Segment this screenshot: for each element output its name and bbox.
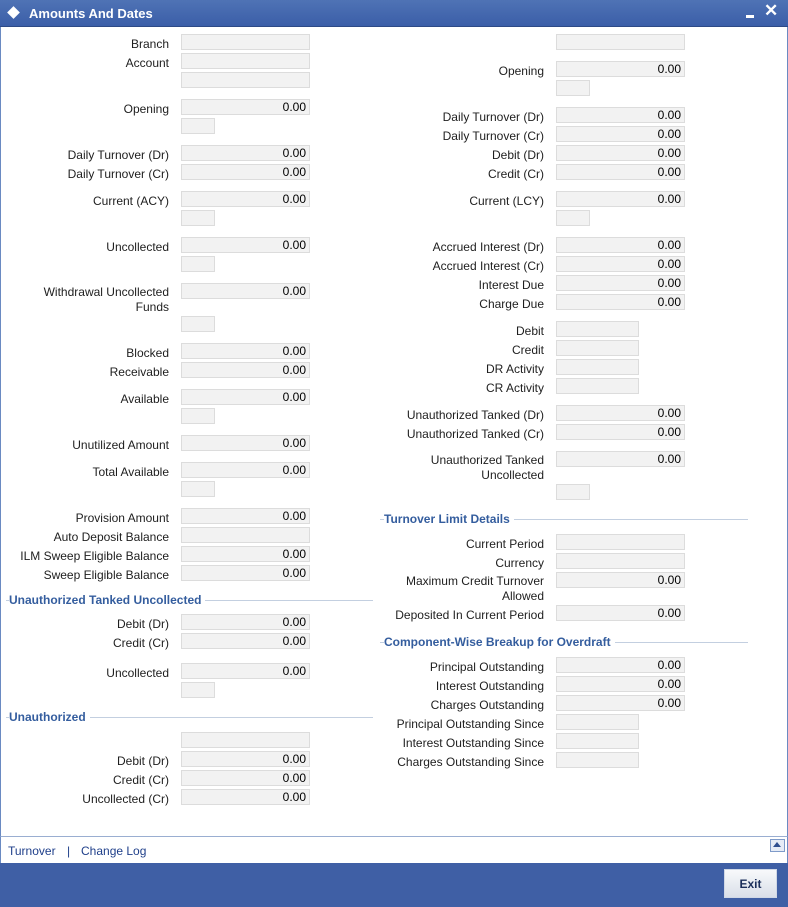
withdrawal-uncollected-field[interactable]: 0.00 (181, 283, 310, 299)
unauth-tanked-dr-label: Unauthorized Tanked (Dr) (406, 408, 544, 422)
unauthorized-title: Unauthorized (9, 710, 90, 724)
provision-amount-field[interactable]: 0.00 (181, 508, 310, 524)
interest-since-label: Interest Outstanding Since (402, 736, 544, 750)
charges-since-label: Charges Outstanding Since (397, 755, 544, 769)
unauth-tanked-cr-label: Unauthorized Tanked (Cr) (406, 427, 544, 441)
withdrawal-uncollected-label: Withdrawal Uncollected Funds (43, 285, 169, 314)
current-acy-ccy-field[interactable] (181, 210, 215, 226)
interest-due-field[interactable]: 0.00 (556, 275, 685, 291)
app-diamond-icon (7, 6, 20, 19)
charge-due-label: Charge Due (479, 297, 544, 311)
interest-since-field[interactable] (556, 733, 639, 749)
unauthorized-ccy-field[interactable] (181, 732, 310, 748)
deposited-current-period-label: Deposited In Current Period (395, 608, 544, 622)
max-credit-turnover-label: Maximum Credit Turnover Allowed (405, 574, 544, 603)
right-opening-label: Opening (498, 64, 544, 78)
branch-field[interactable] (181, 34, 310, 50)
right-credit-cr-label: Credit (Cr) (488, 167, 544, 181)
current-acy-field[interactable]: 0.00 (181, 191, 310, 207)
component-breakup-title: Component-Wise Breakup for Overdraft (384, 635, 615, 649)
withdrawal-uncollected-ccy-field[interactable] (181, 316, 215, 332)
total-available-label: Total Available (92, 465, 169, 479)
provision-amount-label: Provision Amount (75, 511, 169, 525)
daily-turnover-dr-field[interactable]: 0.00 (181, 145, 310, 161)
ilm-sweep-field[interactable]: 0.00 (181, 546, 310, 562)
opening-field[interactable]: 0.00 (181, 99, 310, 115)
turnover-limit-title: Turnover Limit Details (384, 512, 514, 526)
accrued-interest-cr-label: Accrued Interest (Cr) (432, 259, 544, 273)
right-opening-field[interactable]: 0.00 (556, 61, 685, 77)
charges-outstanding-field[interactable]: 0.00 (556, 695, 685, 711)
daily-turnover-dr-label: Daily Turnover (Dr) (67, 148, 169, 162)
cr-activity-label: CR Activity (485, 381, 544, 395)
right-debit-dr-label: Debit (Dr) (491, 148, 544, 162)
receivable-label: Receivable (109, 365, 169, 379)
principal-since-label: Principal Outstanding Since (396, 717, 544, 731)
unutilized-amount-field[interactable]: 0.00 (181, 435, 310, 451)
credit-date-field[interactable] (556, 340, 639, 356)
utu-credit-label: Credit (Cr) (113, 636, 169, 650)
uncollected-ccy-field[interactable] (181, 256, 215, 272)
uncollected-label: Uncollected (106, 240, 169, 254)
charges-outstanding-label: Charges Outstanding (430, 698, 544, 712)
current-acy-label: Current (ACY) (92, 194, 169, 208)
utu-debit-field[interactable]: 0.00 (181, 614, 310, 630)
footer-bar (0, 863, 788, 907)
opening-ccy-field[interactable] (181, 118, 215, 134)
unauth-tanked-uncollected-ccy-field[interactable] (556, 484, 590, 500)
current-lcy-ccy-field[interactable] (556, 210, 590, 226)
daily-turnover-cr-field[interactable]: 0.00 (181, 164, 310, 180)
bottom-link-bar (0, 836, 788, 864)
available-field[interactable]: 0.00 (181, 389, 310, 405)
turnover-link[interactable]: Turnover (8, 844, 56, 858)
utu-uncollected-field[interactable]: 0.00 (181, 663, 310, 679)
title-bar (0, 0, 788, 27)
unauth-debit-label: Debit (Dr) (116, 754, 169, 768)
branch-label: Branch (130, 37, 169, 51)
unutilized-amount-label: Unutilized Amount (72, 438, 169, 452)
utu-uncollected-label: Uncollected (106, 666, 169, 680)
interest-outstanding-field[interactable]: 0.00 (556, 676, 685, 692)
unauth-tanked-uncollected-label: Unauthorized Tanked Uncollected (430, 453, 544, 482)
available-label: Available (120, 392, 169, 406)
dr-activity-label: DR Activity (485, 362, 544, 376)
daily-turnover-cr-label: Daily Turnover (Cr) (67, 167, 169, 181)
accrued-interest-cr-field[interactable]: 0.00 (556, 256, 685, 272)
current-lcy-field[interactable]: 0.00 (556, 191, 685, 207)
currency-label: Currency (495, 556, 544, 570)
principal-outstanding-field[interactable]: 0.00 (556, 657, 685, 673)
right-daily-turnover-cr-label: Daily Turnover (Cr) (442, 129, 544, 143)
exit-button[interactable]: Exit (724, 869, 777, 898)
unauth-tanked-uncollected-field[interactable]: 0.00 (556, 451, 685, 467)
unauth-tanked-cr-field[interactable]: 0.00 (556, 424, 685, 440)
accrued-interest-dr-field[interactable]: 0.00 (556, 237, 685, 253)
unauth-tanked-dr-field[interactable]: 0.00 (556, 405, 685, 421)
utu-uncollected-ccy-field[interactable] (181, 682, 215, 698)
account-field[interactable] (181, 53, 310, 69)
right-top-field[interactable] (556, 34, 685, 50)
utu-debit-label: Debit (Dr) (116, 617, 169, 631)
current-period-label: Current Period (465, 537, 544, 551)
unauth-uncollected-field[interactable]: 0.00 (181, 789, 310, 805)
max-credit-turnover-field[interactable]: 0.00 (556, 572, 685, 588)
debit-date-label: Debit (515, 324, 544, 338)
unauth-uncollected-label: Uncollected (Cr) (82, 792, 169, 806)
unauth-credit-field[interactable]: 0.00 (181, 770, 310, 786)
charge-due-field[interactable]: 0.00 (556, 294, 685, 310)
right-credit-cr-field[interactable]: 0.00 (556, 164, 685, 180)
auto-deposit-label: Auto Deposit Balance (53, 530, 169, 544)
interest-outstanding-label: Interest Outstanding (435, 679, 544, 693)
current-period-field[interactable] (556, 534, 685, 550)
credit-date-label: Credit (511, 343, 544, 357)
close-icon[interactable]: ✕ (764, 1, 779, 20)
right-daily-turnover-dr-field[interactable]: 0.00 (556, 107, 685, 123)
minimize-icon[interactable] (746, 15, 754, 18)
debit-date-field[interactable] (556, 321, 639, 337)
charges-since-field[interactable] (556, 752, 639, 768)
right-daily-turnover-dr-label: Daily Turnover (Dr) (442, 110, 544, 124)
account-field-2[interactable] (181, 72, 310, 88)
ilm-sweep-label: ILM Sweep Eligible Balance (20, 549, 169, 563)
accrued-interest-dr-label: Accrued Interest (Dr) (432, 240, 544, 254)
current-lcy-label: Current (LCY) (469, 194, 544, 208)
utu-credit-field[interactable]: 0.00 (181, 633, 310, 649)
blocked-label: Blocked (126, 346, 169, 360)
dr-activity-field[interactable] (556, 359, 639, 375)
scroll-up-icon[interactable] (770, 839, 785, 852)
account-label: Account (125, 56, 169, 70)
sweep-eligible-field[interactable]: 0.00 (181, 565, 310, 581)
principal-since-field[interactable] (556, 714, 639, 730)
deposited-current-period-field[interactable]: 0.00 (556, 605, 685, 621)
principal-outstanding-label: Principal Outstanding (429, 660, 544, 674)
change-log-link[interactable]: Change Log (81, 844, 147, 858)
right-debit-dr-field[interactable]: 0.00 (556, 145, 685, 161)
link-separator: | (67, 844, 71, 858)
right-daily-turnover-cr-field[interactable]: 0.00 (556, 126, 685, 142)
interest-due-label: Interest Due (478, 278, 544, 292)
auto-deposit-field[interactable] (181, 527, 310, 543)
total-available-ccy-field[interactable] (181, 481, 215, 497)
uncollected-field[interactable]: 0.00 (181, 237, 310, 253)
window-title: Amounts And Dates (29, 6, 153, 21)
opening-label: Opening (123, 102, 169, 116)
sweep-eligible-label: Sweep Eligible Balance (43, 568, 169, 582)
receivable-field[interactable]: 0.00 (181, 362, 310, 378)
available-ccy-field[interactable] (181, 408, 215, 424)
cr-activity-field[interactable] (556, 378, 639, 394)
total-available-field[interactable]: 0.00 (181, 462, 310, 478)
unauth-credit-label: Credit (Cr) (113, 773, 169, 787)
right-opening-ccy-field[interactable] (556, 80, 590, 96)
unauth-debit-field[interactable]: 0.00 (181, 751, 310, 767)
blocked-field[interactable]: 0.00 (181, 343, 310, 359)
unauth-tanked-uncollected-title: Unauthorized Tanked Uncollected (9, 593, 205, 607)
currency-field[interactable] (556, 553, 685, 569)
